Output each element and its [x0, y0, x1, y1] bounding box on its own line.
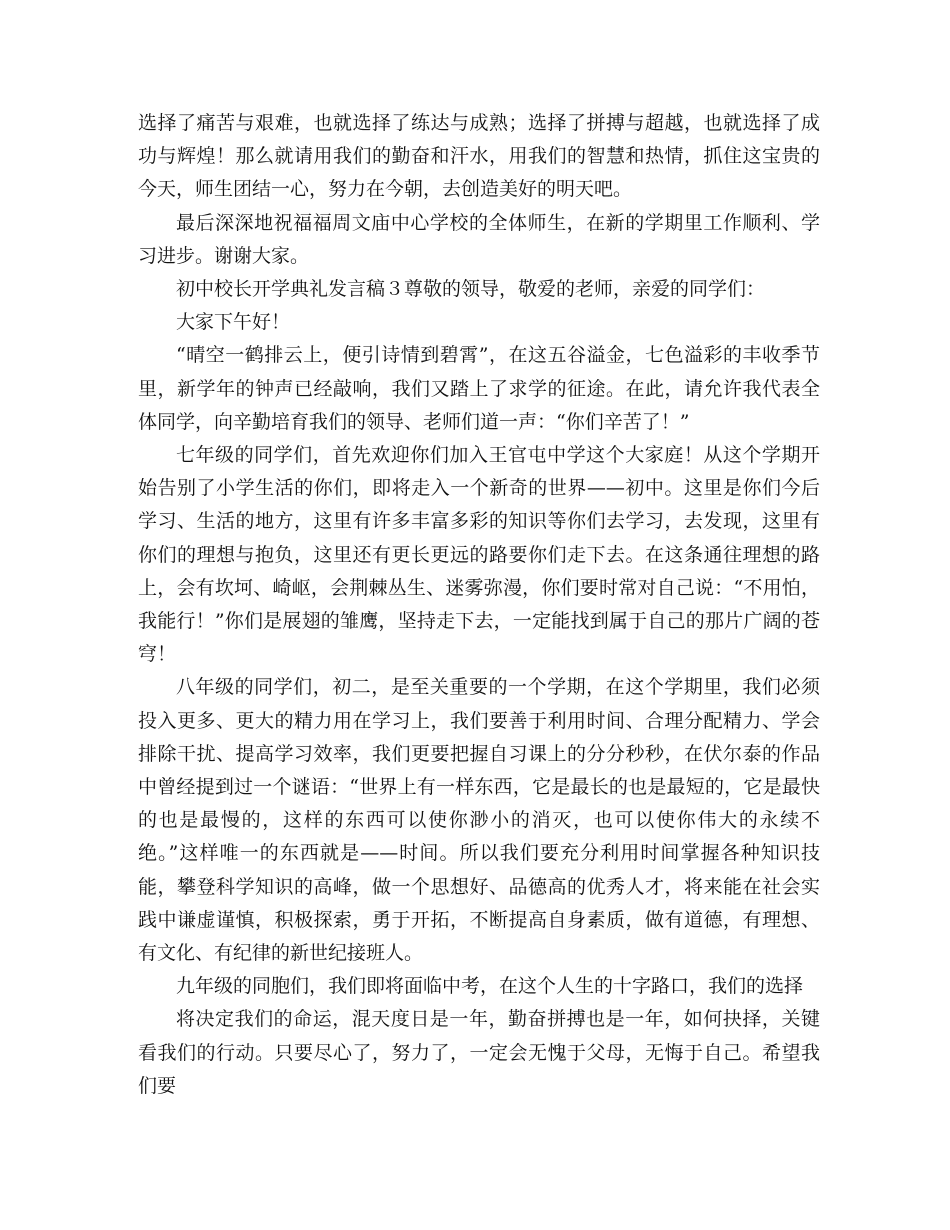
- paragraph-greeting: 大家下午好！: [176, 311, 291, 334]
- paragraph-grade-seven: 七年级的同学们，首先欢迎你们加入王官屯中学这个大家庭！从这个学期开始告别了小学生活的你们，即将走入一个新奇的世界——初中。这里是你们今后学习、生活的地方，这里有许多丰富多彩的知识等你们去学习，去发现，这里有你们的理想与抱负，这里还有更长更远的路要你们走下去。在这条通往理想的路上，会有坎坷、崎岖，会荆棘丛生、迷雾弥漫，你们要时常对自己说：“不用怕，我能行！”你们是展翅的雏鹰，坚持走下去，一定能找到属于自己的那片广阔的苍穹！: [138, 444, 820, 666]
- document-page: [138, 107, 820, 1103]
- paragraph-opening: “晴空一鹤排云上，便引诗情到碧霄”，在这五谷溢金，七色溢彩的丰收季节里，新学年的钟声已经敲响，我们又踏上了求学的征途。在此，请允许我代表全体同学，向辛勤培育我们的领导、老师们道一声：“你们辛苦了！”: [138, 344, 820, 433]
- paragraph-grade-nine-continued: 将决定我们的命运，混天度日是一年，勤奋拼搏也是一年，如何抉择，关键看我们的行动。只要尽心了，努力了，一定会无愧于父母，无悔于自己。希望我们要: [138, 1008, 820, 1097]
- paragraph-closing-choice: 选择了痛苦与艰难，也就选择了练达与成熟；选择了拼搏与超越，也就选择了成功与辉煌！那么就请用我们的勤奋和汗水，用我们的智慧和热情，抓住这宝贵的今天，师生团结一心，努力在今朝，去创造美好的明天吧。: [138, 112, 820, 201]
- paragraph-speech-title: 初中校长开学典礼发言稿３尊敬的领导，敬爱的老师，亲爱的同学们：: [176, 278, 766, 301]
- paragraph-blessing: 最后深深地祝福福周文庙中心学校的全体师生，在新的学期里工作顺利、学习进步。谢谢大家。: [138, 211, 820, 267]
- paragraph-grade-eight: 八年级的同学们，初二，是至关重要的一个学期，在这个学期里，我们必须投入更多、更大的精力用在学习上，我们要善于利用时间、合理分配精力、学会排除干扰、提高学习效率，我们更要把握自习课上的分分秒秒，在伏尔泰的作品中曾经提到过一个谜语：“世界上有一样东西，它是最长的也是最短的，它是最快的也是最慢的，这样的东西可以使你渺小的消灭，也可以使你伟大的永续不绝。”这样唯一的东西就是——时间。所以我们要充分利用时间掌握各种知识技能，攀登科学知识的高峰，做一个思想好、品德高的优秀人才，将来能在社会实践中谦虚谨慎，积极探索，勇于开拓，不断提高自身素质，做有道德，有理想、有文化、有纪律的新世纪接班人。: [138, 676, 820, 965]
- paragraph-grade-nine: 九年级的同胞们，我们即将面临中考，在这个人生的十字路口，我们的选择: [176, 975, 804, 998]
